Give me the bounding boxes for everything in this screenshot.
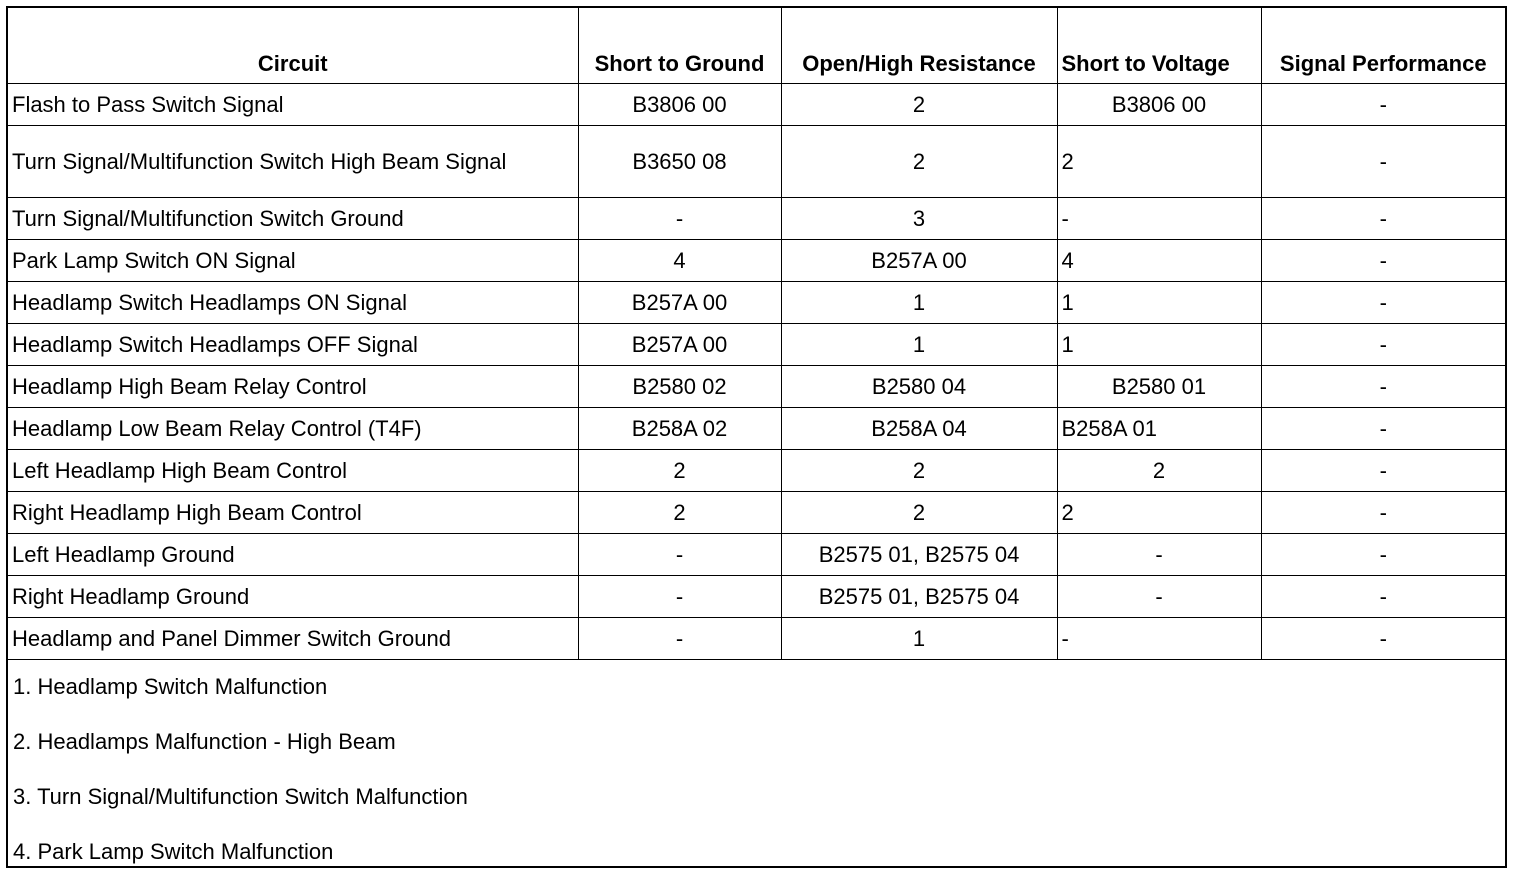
signal-performance-cell: - — [1261, 534, 1505, 576]
short-to-voltage-cell: 4 — [1057, 240, 1261, 282]
circuit-cell: Headlamp Switch Headlamps ON Signal — [8, 282, 578, 324]
open-high-resistance-cell: 1 — [781, 282, 1057, 324]
table-row — [8, 450, 1505, 492]
table-row — [8, 126, 1505, 198]
table-row — [8, 366, 1505, 408]
short-to-ground-cell: B3806 00 — [578, 84, 781, 126]
open-high-resistance-cell: B2575 01, B2575 04 — [781, 534, 1057, 576]
short-to-voltage-cell: 2 — [1057, 450, 1261, 492]
table-row — [8, 324, 1505, 366]
short-to-voltage-cell: B2580 01 — [1057, 366, 1261, 408]
circuit-dtc-table — [8, 8, 1505, 660]
short-to-voltage-cell: - — [1057, 576, 1261, 618]
circuit-cell: Right Headlamp High Beam Control — [8, 492, 578, 534]
open-high-resistance-cell: 2 — [781, 492, 1057, 534]
header-circuit: Circuit — [8, 8, 578, 84]
table-row — [8, 282, 1505, 324]
short-to-ground-cell: B258A 02 — [578, 408, 781, 450]
open-high-resistance-cell: 2 — [781, 450, 1057, 492]
short-to-voltage-cell: - — [1057, 534, 1261, 576]
header-row — [8, 8, 1505, 84]
header-short-to-ground: Short to Ground — [578, 8, 781, 84]
open-high-resistance-cell: B258A 04 — [781, 408, 1057, 450]
circuit-cell: Headlamp Switch Headlamps OFF Signal — [8, 324, 578, 366]
signal-performance-cell: - — [1261, 84, 1505, 126]
circuit-cell: Flash to Pass Switch Signal — [8, 84, 578, 126]
short-to-ground-cell: B257A 00 — [578, 324, 781, 366]
open-high-resistance-cell: 2 — [781, 126, 1057, 198]
table-row — [8, 492, 1505, 534]
circuit-cell: Headlamp Low Beam Relay Control (T4F) — [8, 408, 578, 450]
circuit-cell: Headlamp High Beam Relay Control — [8, 366, 578, 408]
circuit-cell: Headlamp and Panel Dimmer Switch Ground — [8, 618, 578, 660]
header-open-high-resistance: Open/High Resistance — [781, 8, 1057, 84]
header-short-to-voltage: Short to Voltage — [1057, 8, 1261, 84]
short-to-ground-cell: B2580 02 — [578, 366, 781, 408]
signal-performance-cell: - — [1261, 408, 1505, 450]
short-to-ground-cell: - — [578, 618, 781, 660]
diagnostic-table-frame — [6, 6, 1507, 868]
open-high-resistance-cell: B2580 04 — [781, 366, 1057, 408]
signal-performance-cell: - — [1261, 492, 1505, 534]
footnotes — [8, 660, 1505, 866]
open-high-resistance-cell: B2575 01, B2575 04 — [781, 576, 1057, 618]
short-to-ground-cell: B3650 08 — [578, 126, 781, 198]
footnote-2: 2. Headlamps Malfunction - High Beam — [13, 729, 396, 754]
short-to-ground-cell: 2 — [578, 450, 781, 492]
footnote-3: 3. Turn Signal/Multifunction Switch Malfunction — [13, 784, 468, 809]
signal-performance-cell: - — [1261, 324, 1505, 366]
table-row — [8, 408, 1505, 450]
short-to-voltage-cell: - — [1057, 618, 1261, 660]
header-signal-performance: Signal Performance — [1261, 8, 1505, 84]
signal-performance-cell: - — [1261, 450, 1505, 492]
short-to-ground-cell: 4 — [578, 240, 781, 282]
open-high-resistance-cell: B257A 00 — [781, 240, 1057, 282]
open-high-resistance-cell: 3 — [781, 198, 1057, 240]
circuit-cell: Turn Signal/Multifunction Switch High Beam Signal — [8, 126, 578, 198]
short-to-voltage-cell: B3806 00 — [1057, 84, 1261, 126]
short-to-ground-cell: - — [578, 534, 781, 576]
short-to-ground-cell: 2 — [578, 492, 781, 534]
short-to-voltage-cell: 2 — [1057, 126, 1261, 198]
signal-performance-cell: - — [1261, 198, 1505, 240]
signal-performance-cell: - — [1261, 282, 1505, 324]
signal-performance-cell: - — [1261, 366, 1505, 408]
circuit-cell: Left Headlamp High Beam Control — [8, 450, 578, 492]
circuit-cell: Left Headlamp Ground — [8, 534, 578, 576]
table-row — [8, 576, 1505, 618]
signal-performance-cell: - — [1261, 618, 1505, 660]
short-to-voltage-cell: 2 — [1057, 492, 1261, 534]
signal-performance-cell: - — [1261, 126, 1505, 198]
footnote-4: 4. Park Lamp Switch Malfunction — [13, 839, 334, 864]
short-to-ground-cell: - — [578, 576, 781, 618]
footnote-1: 1. Headlamp Switch Malfunction — [13, 674, 328, 699]
short-to-ground-cell: - — [578, 198, 781, 240]
open-high-resistance-cell: 1 — [781, 324, 1057, 366]
table-row — [8, 198, 1505, 240]
table-row — [8, 534, 1505, 576]
short-to-voltage-cell: B258A 01 — [1057, 408, 1261, 450]
table-row — [8, 240, 1505, 282]
signal-performance-cell: - — [1261, 240, 1505, 282]
circuit-cell: Turn Signal/Multifunction Switch Ground — [8, 198, 578, 240]
open-high-resistance-cell: 1 — [781, 618, 1057, 660]
signal-performance-cell: - — [1261, 576, 1505, 618]
short-to-voltage-cell: 1 — [1057, 282, 1261, 324]
circuit-cell: Right Headlamp Ground — [8, 576, 578, 618]
table-row — [8, 84, 1505, 126]
short-to-voltage-cell: 1 — [1057, 324, 1261, 366]
circuit-cell: Park Lamp Switch ON Signal — [8, 240, 578, 282]
short-to-ground-cell: B257A 00 — [578, 282, 781, 324]
open-high-resistance-cell: 2 — [781, 84, 1057, 126]
short-to-voltage-cell: - — [1057, 198, 1261, 240]
table-row — [8, 618, 1505, 660]
